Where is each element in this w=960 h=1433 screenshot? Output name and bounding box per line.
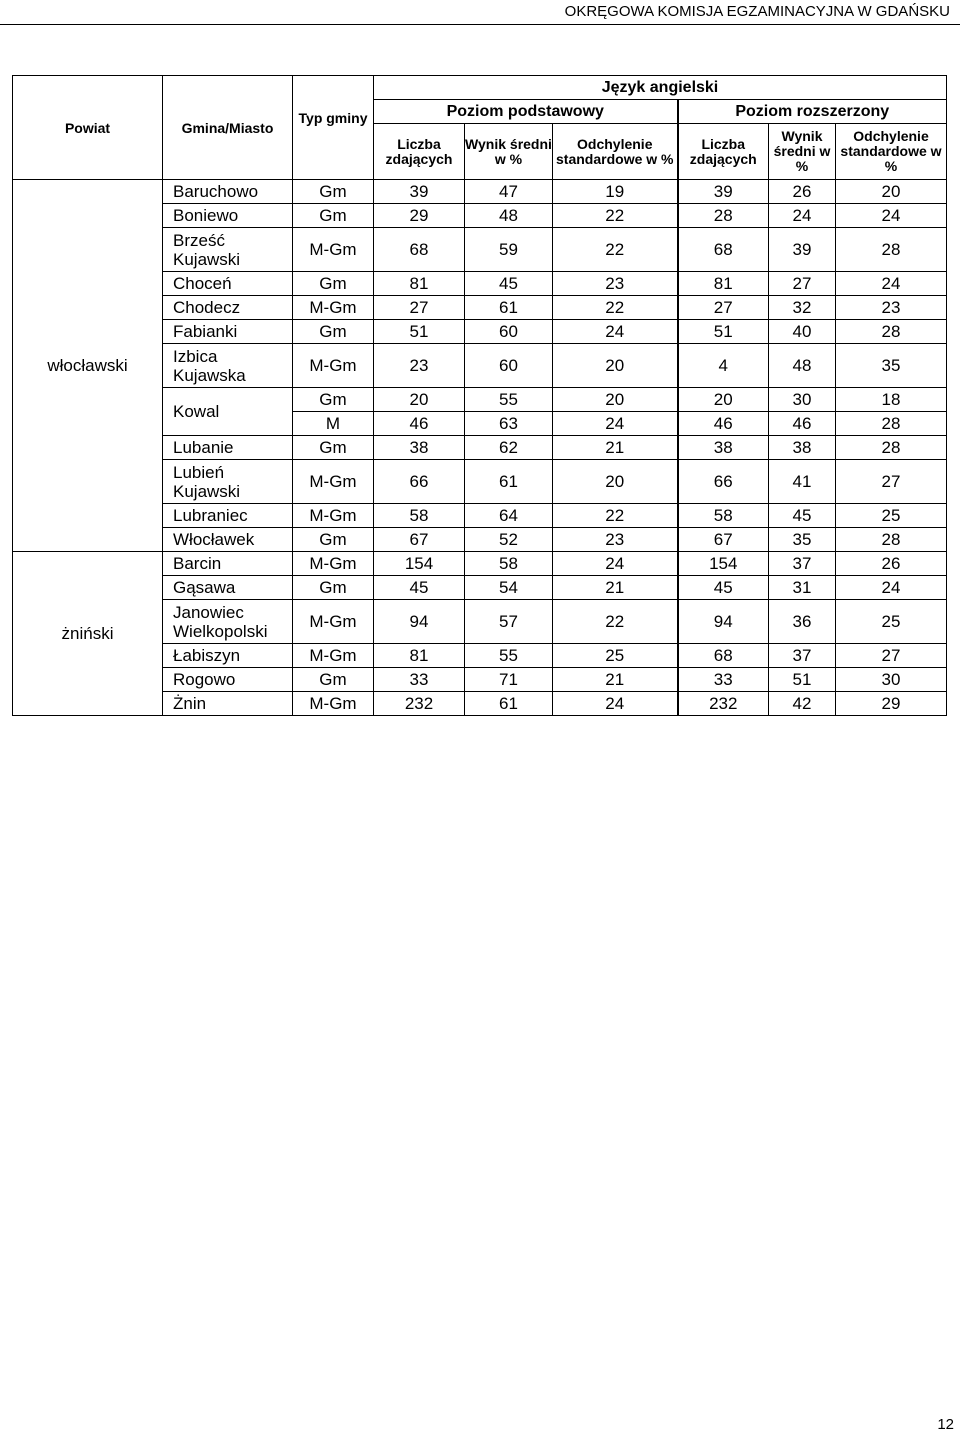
basic-count-cell: 39 <box>374 180 465 204</box>
ext-count-cell: 39 <box>678 180 769 204</box>
basic-sd-cell: 24 <box>553 412 678 436</box>
ext-count-cell: 67 <box>678 528 769 552</box>
ext-sd-cell: 28 <box>836 320 947 344</box>
typ-cell: M-Gm <box>293 504 374 528</box>
basic-mean-cell: 55 <box>465 388 553 412</box>
basic-sd-cell: 21 <box>553 576 678 600</box>
typ-cell: M-Gm <box>293 344 374 388</box>
ext-count-cell: 28 <box>678 204 769 228</box>
ext-count-cell: 38 <box>678 436 769 460</box>
ext-sd-cell: 24 <box>836 272 947 296</box>
page-header <box>0 0 960 25</box>
ext-mean-cell: 27 <box>769 272 836 296</box>
gmina-cell: Barcin <box>163 552 293 576</box>
ext-count-cell: 51 <box>678 320 769 344</box>
gmina-cell: Lubanie <box>163 436 293 460</box>
table-row <box>13 552 947 576</box>
basic-count-cell: 27 <box>374 296 465 320</box>
col-header-powiat: Powiat <box>13 76 163 180</box>
basic-sd-cell: 22 <box>553 600 678 644</box>
basic-count-cell: 33 <box>374 668 465 692</box>
gmina-cell: Fabianki <box>163 320 293 344</box>
basic-count-cell: 94 <box>374 600 465 644</box>
typ-cell: Gm <box>293 320 374 344</box>
basic-mean-cell: 54 <box>465 576 553 600</box>
typ-cell: Gm <box>293 272 374 296</box>
basic-col-mean: Wynik średni w % <box>465 124 553 180</box>
typ-cell: M-Gm <box>293 552 374 576</box>
ext-mean-cell: 35 <box>769 528 836 552</box>
ext-count-cell: 232 <box>678 692 769 716</box>
basic-mean-cell: 52 <box>465 528 553 552</box>
ext-count-cell: 94 <box>678 600 769 644</box>
ext-sd-cell: 25 <box>836 504 947 528</box>
ext-col-count: Liczba zdających <box>678 124 769 180</box>
ext-sd-cell: 28 <box>836 436 947 460</box>
basic-mean-cell: 58 <box>465 552 553 576</box>
basic-mean-cell: 48 <box>465 204 553 228</box>
ext-sd-cell: 30 <box>836 668 947 692</box>
typ-cell: M-Gm <box>293 228 374 272</box>
basic-sd-cell: 23 <box>553 272 678 296</box>
gmina-cell: Łabiszyn <box>163 644 293 668</box>
typ-cell: M-Gm <box>293 296 374 320</box>
basic-count-cell: 66 <box>374 460 465 504</box>
typ-cell: M-Gm <box>293 460 374 504</box>
ext-count-cell: 66 <box>678 460 769 504</box>
basic-col-sd: Odchylenie standardowe w % <box>553 124 678 180</box>
basic-mean-cell: 57 <box>465 600 553 644</box>
gmina-cell: Baruchowo <box>163 180 293 204</box>
ext-mean-cell: 39 <box>769 228 836 272</box>
ext-sd-cell: 24 <box>836 204 947 228</box>
basic-sd-cell: 22 <box>553 504 678 528</box>
ext-col-sd: Odchylenie standardowe w % <box>836 124 947 180</box>
ext-mean-cell: 40 <box>769 320 836 344</box>
level-extended-header: Poziom rozszerzony <box>678 100 947 124</box>
ext-count-cell: 33 <box>678 668 769 692</box>
typ-cell: Gm <box>293 204 374 228</box>
ext-mean-cell: 46 <box>769 412 836 436</box>
basic-count-cell: 45 <box>374 576 465 600</box>
gmina-cell: Lubień Kujawski <box>163 460 293 504</box>
basic-sd-cell: 21 <box>553 436 678 460</box>
ext-mean-cell: 32 <box>769 296 836 320</box>
ext-sd-cell: 29 <box>836 692 947 716</box>
gmina-cell: Choceń <box>163 272 293 296</box>
ext-count-cell: 154 <box>678 552 769 576</box>
table-row <box>13 180 947 204</box>
basic-sd-cell: 22 <box>553 228 678 272</box>
basic-mean-cell: 63 <box>465 412 553 436</box>
basic-sd-cell: 20 <box>553 344 678 388</box>
ext-count-cell: 45 <box>678 576 769 600</box>
basic-mean-cell: 64 <box>465 504 553 528</box>
ext-sd-cell: 28 <box>836 528 947 552</box>
ext-sd-cell: 27 <box>836 460 947 504</box>
basic-mean-cell: 71 <box>465 668 553 692</box>
ext-count-cell: 20 <box>678 388 769 412</box>
basic-count-cell: 51 <box>374 320 465 344</box>
ext-sd-cell: 23 <box>836 296 947 320</box>
ext-sd-cell: 35 <box>836 344 947 388</box>
basic-mean-cell: 60 <box>465 344 553 388</box>
basic-count-cell: 67 <box>374 528 465 552</box>
basic-sd-cell: 20 <box>553 460 678 504</box>
gmina-cell: Rogowo <box>163 668 293 692</box>
basic-sd-cell: 19 <box>553 180 678 204</box>
basic-sd-cell: 24 <box>553 692 678 716</box>
basic-sd-cell: 22 <box>553 296 678 320</box>
ext-mean-cell: 42 <box>769 692 836 716</box>
ext-mean-cell: 41 <box>769 460 836 504</box>
basic-sd-cell: 20 <box>553 388 678 412</box>
typ-cell: Gm <box>293 528 374 552</box>
basic-mean-cell: 47 <box>465 180 553 204</box>
basic-sd-cell: 25 <box>553 644 678 668</box>
powiat-cell: włocławski <box>13 180 163 552</box>
basic-sd-cell: 23 <box>553 528 678 552</box>
gmina-cell: Boniewo <box>163 204 293 228</box>
typ-cell: Gm <box>293 388 374 412</box>
basic-sd-cell: 21 <box>553 668 678 692</box>
ext-sd-cell: 26 <box>836 552 947 576</box>
ext-count-cell: 58 <box>678 504 769 528</box>
basic-count-cell: 81 <box>374 272 465 296</box>
basic-count-cell: 29 <box>374 204 465 228</box>
table-body <box>13 180 947 716</box>
ext-mean-cell: 51 <box>769 668 836 692</box>
results-table <box>12 75 947 716</box>
ext-count-cell: 4 <box>678 344 769 388</box>
ext-mean-cell: 36 <box>769 600 836 644</box>
gmina-cell: Chodecz <box>163 296 293 320</box>
basic-sd-cell: 24 <box>553 552 678 576</box>
basic-mean-cell: 61 <box>465 692 553 716</box>
basic-count-cell: 23 <box>374 344 465 388</box>
ext-mean-cell: 37 <box>769 552 836 576</box>
col-header-typ: Typ gminy <box>293 76 374 180</box>
basic-count-cell: 81 <box>374 644 465 668</box>
ext-col-mean: Wynik średni w % <box>769 124 836 180</box>
basic-mean-cell: 55 <box>465 644 553 668</box>
typ-cell: Gm <box>293 180 374 204</box>
ext-mean-cell: 37 <box>769 644 836 668</box>
col-header-gmina: Gmina/Miasto <box>163 76 293 180</box>
ext-count-cell: 46 <box>678 412 769 436</box>
basic-col-count: Liczba zdających <box>374 124 465 180</box>
ext-mean-cell: 45 <box>769 504 836 528</box>
basic-mean-cell: 59 <box>465 228 553 272</box>
basic-count-cell: 46 <box>374 412 465 436</box>
basic-mean-cell: 60 <box>465 320 553 344</box>
basic-mean-cell: 45 <box>465 272 553 296</box>
typ-cell: Gm <box>293 436 374 460</box>
gmina-cell: Janowiec Wielkopolski <box>163 600 293 644</box>
ext-count-cell: 81 <box>678 272 769 296</box>
ext-sd-cell: 27 <box>836 644 947 668</box>
level-basic-header: Poziom podstawowy <box>374 100 678 124</box>
ext-mean-cell: 31 <box>769 576 836 600</box>
basic-mean-cell: 61 <box>465 296 553 320</box>
ext-count-cell: 68 <box>678 644 769 668</box>
basic-count-cell: 154 <box>374 552 465 576</box>
ext-sd-cell: 18 <box>836 388 947 412</box>
page-number: 12 <box>937 1416 954 1433</box>
gmina-cell: Żnin <box>163 692 293 716</box>
basic-mean-cell: 61 <box>465 460 553 504</box>
gmina-cell: Lubraniec <box>163 504 293 528</box>
ext-mean-cell: 38 <box>769 436 836 460</box>
basic-count-cell: 232 <box>374 692 465 716</box>
basic-count-cell: 38 <box>374 436 465 460</box>
ext-count-cell: 68 <box>678 228 769 272</box>
typ-cell: M-Gm <box>293 644 374 668</box>
ext-mean-cell: 26 <box>769 180 836 204</box>
typ-cell: Gm <box>293 668 374 692</box>
ext-sd-cell: 28 <box>836 228 947 272</box>
typ-cell: Gm <box>293 576 374 600</box>
header-title: OKRĘGOWA KOMISJA EGZAMINACYJNA W GDAŃSKU <box>564 3 950 20</box>
gmina-cell: Izbica Kujawska <box>163 344 293 388</box>
subject-header: Język angielski <box>374 76 947 100</box>
basic-count-cell: 58 <box>374 504 465 528</box>
ext-sd-cell: 20 <box>836 180 947 204</box>
powiat-cell: żniński <box>13 552 163 716</box>
ext-sd-cell: 24 <box>836 576 947 600</box>
basic-mean-cell: 62 <box>465 436 553 460</box>
gmina-cell: Kowal <box>163 388 293 436</box>
gmina-cell: Gąsawa <box>163 576 293 600</box>
basic-count-cell: 68 <box>374 228 465 272</box>
basic-count-cell: 20 <box>374 388 465 412</box>
typ-cell: M-Gm <box>293 600 374 644</box>
ext-count-cell: 27 <box>678 296 769 320</box>
typ-cell: M <box>293 412 374 436</box>
ext-mean-cell: 30 <box>769 388 836 412</box>
ext-sd-cell: 25 <box>836 600 947 644</box>
ext-sd-cell: 28 <box>836 412 947 436</box>
typ-cell: M-Gm <box>293 692 374 716</box>
ext-mean-cell: 24 <box>769 204 836 228</box>
ext-mean-cell: 48 <box>769 344 836 388</box>
gmina-cell: Włocławek <box>163 528 293 552</box>
gmina-cell: Brześć Kujawski <box>163 228 293 272</box>
basic-sd-cell: 24 <box>553 320 678 344</box>
basic-sd-cell: 22 <box>553 204 678 228</box>
